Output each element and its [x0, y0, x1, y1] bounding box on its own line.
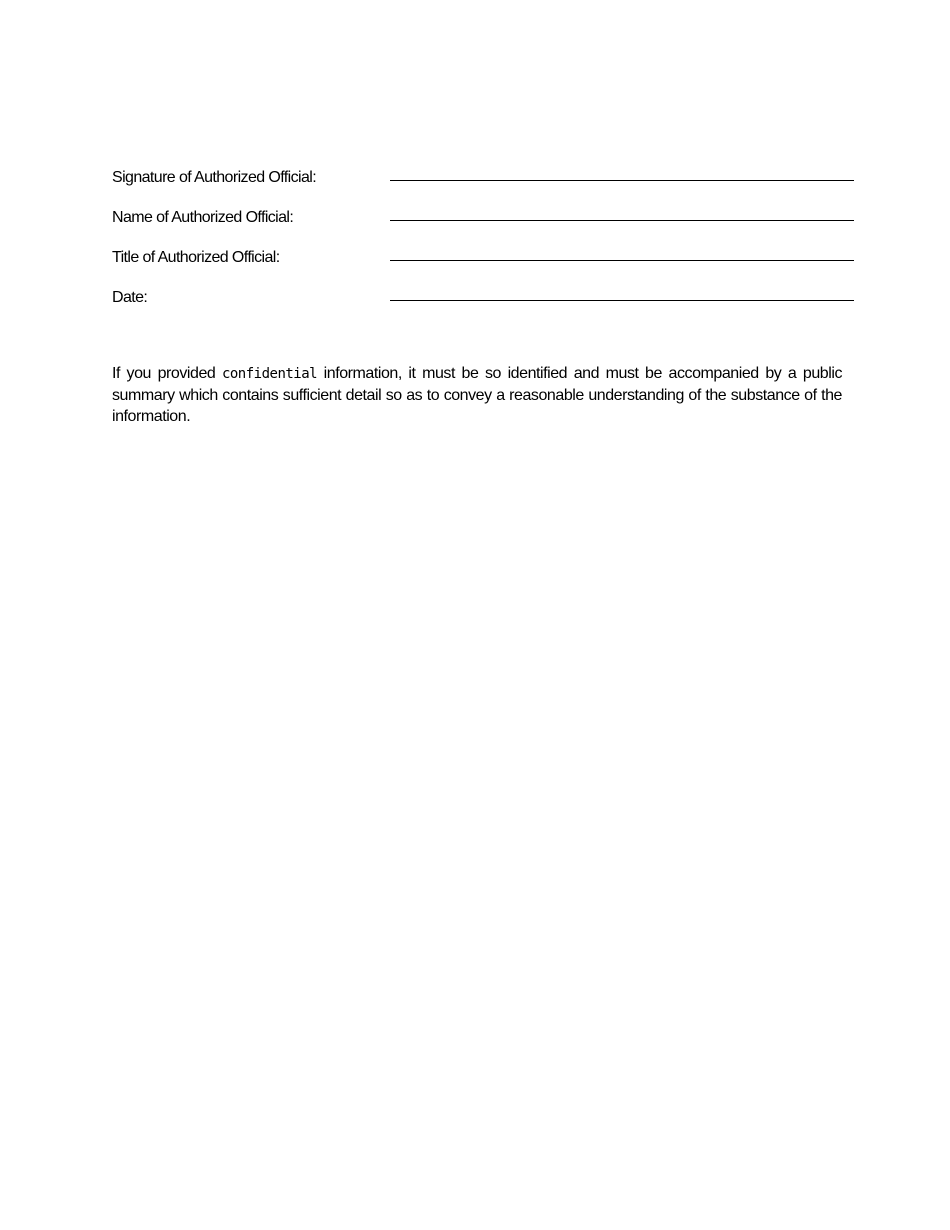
notice-text-end: information, it must be so identified and must be accompanied by a public summary which contains sufficient detail so as to convey a reasonable understanding of the substance of the information.: [112, 365, 843, 425]
name-line[interactable]: [390, 220, 854, 221]
confidentiality-notice: [112, 363, 842, 427]
name-field: [112, 208, 854, 234]
title-line[interactable]: [390, 260, 854, 261]
date-label: Date:: [112, 289, 148, 306]
title-label: Title of Authorized Official:: [112, 249, 280, 266]
notice-text-start: If you provided: [112, 365, 222, 382]
title-field: [112, 248, 854, 274]
name-label: Name of Authorized Official:: [112, 209, 294, 226]
signature-field: [112, 168, 854, 194]
date-field: [112, 288, 854, 314]
signature-label: Signature of Authorized Official:: [112, 169, 317, 186]
signature-line[interactable]: [390, 180, 854, 181]
date-line[interactable]: [390, 300, 854, 301]
notice-confidential-word: confidential: [221, 366, 318, 382]
